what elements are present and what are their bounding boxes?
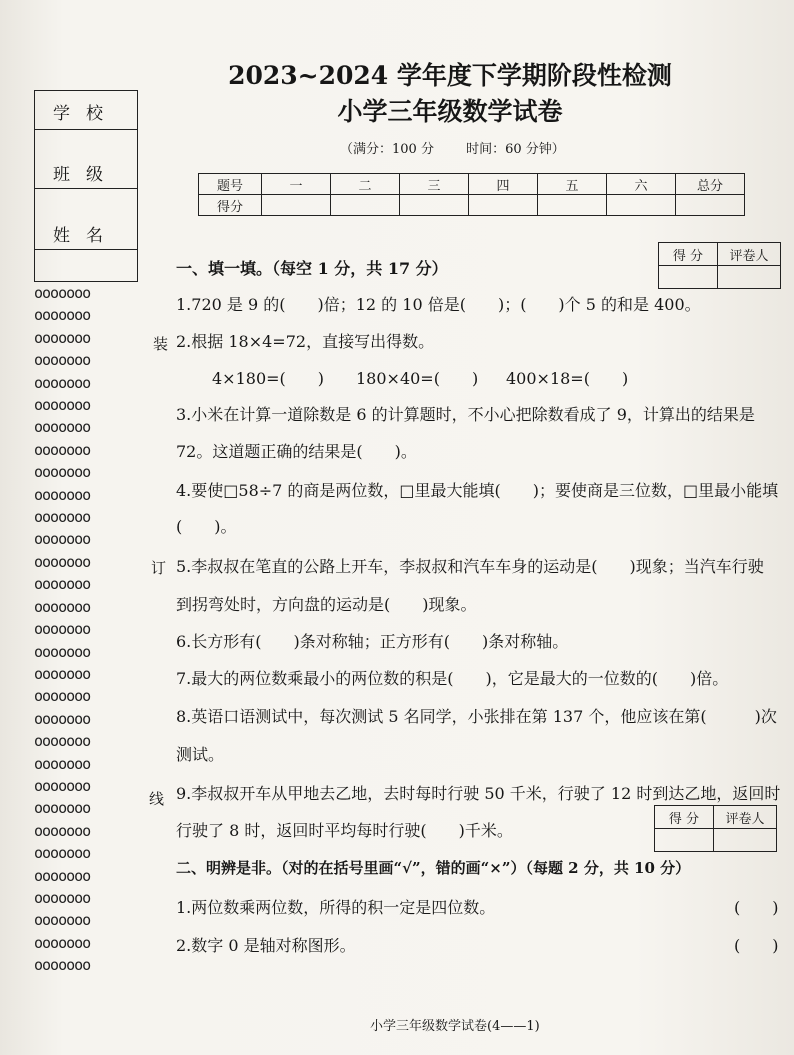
grader-box-section2 <box>654 805 777 852</box>
grader-name-label: 评卷人 <box>714 806 777 829</box>
exam-title-line1: 2023~2024 学年度下学期阶段性检测 <box>228 61 672 90</box>
exam-time: 时间：60 分钟） <box>466 142 565 157</box>
divider <box>35 188 137 189</box>
question-1-8-line2: 测试。 <box>176 745 225 764</box>
score-table-col: 四 <box>469 174 538 195</box>
class-label: 班级 <box>53 165 119 185</box>
student-info-box <box>34 90 138 282</box>
binding-circle-row: ooooooo <box>34 664 91 683</box>
binding-circle-row: ooooooo <box>34 284 91 302</box>
binding-circle-row: ooooooo <box>34 552 91 571</box>
question-1-5-line1: 5.李叔叔在笔直的公路上开车，李叔叔和汽车车身的运动是( )现象；当汽车行驶 <box>176 557 764 576</box>
question-1-2: 2.根据 18×4=72，直接写出得数。 <box>176 332 435 351</box>
grader-score-label: 得 分 <box>659 243 718 266</box>
binding-circle-row: ooooooo <box>34 799 91 818</box>
score-cell[interactable] <box>262 195 331 216</box>
binding-circle-row: ooooooo <box>34 642 91 661</box>
question-1-8-line1: 8.英语口语测试中，每次测试 5 名同学，小张排在第 137 个，他应该在第( )次 <box>176 707 777 726</box>
binding-circle-row: ooooooo <box>34 620 91 639</box>
binding-circle-row: ooooooo <box>34 911 91 930</box>
score-table-col: 总分 <box>676 174 745 195</box>
score-table-col: 一 <box>262 174 331 195</box>
score-table-col: 二 <box>331 174 400 195</box>
score-cell[interactable] <box>607 195 676 216</box>
question-1-6: 6.长方形有( )条对称轴；正方形有( )条对称轴。 <box>176 632 569 651</box>
binding-circle-row: ooooooo <box>34 933 91 952</box>
binding-circle-row: ooooooo <box>34 328 91 347</box>
grader-name-cell[interactable] <box>714 829 777 852</box>
question-1-3-line2: 72。这道题正确的结果是( )。 <box>176 442 417 461</box>
binding-circle-row: ooooooo <box>34 754 91 773</box>
binding-circle-row: ooooooo <box>34 709 91 728</box>
score-cell[interactable] <box>331 195 400 216</box>
binding-circle-row: ooooooo <box>34 418 91 437</box>
binding-mark-ding: 订 <box>151 559 167 577</box>
score-table-header-row <box>199 174 745 195</box>
binding-circle-row: ooooooo <box>34 508 91 527</box>
score-cell[interactable] <box>400 195 469 216</box>
score-table-label-number: 题号 <box>199 174 262 195</box>
binding-circle-row: ooooooo <box>34 396 91 415</box>
binding-circle-row: ooooooo <box>34 373 91 392</box>
binding-circle-row: ooooooo <box>34 888 91 907</box>
question-2-1: 1.两位数乘两位数，所得的积一定是四位数。 <box>176 898 496 917</box>
section2-heading: 二、明辨是非。（对的在括号里画“√”，错的画“×”）（每题 2 分，共 10 分） <box>176 859 691 877</box>
score-cell[interactable] <box>676 195 745 216</box>
question-1-2a: 4×180=( ) <box>212 369 325 388</box>
binding-circle-row: ooooooo <box>34 732 91 751</box>
question-1-3-line1: 3.小米在计算一道除数是 6 的计算题时，不小心把除数看成了 9，计算出的结果是 <box>176 405 755 424</box>
binding-circle-row: ooooooo <box>34 530 91 549</box>
divider <box>35 249 137 250</box>
question-1-2c: 400×18=( ) <box>506 369 629 388</box>
score-table-label-score: 得分 <box>199 195 262 216</box>
question-1-2b: 180×40=( ) <box>356 369 479 388</box>
question-1-1: 1.720 是 9 的( )倍；12 的 10 倍是( )；( )个 5 的和是 400。 <box>176 295 701 314</box>
score-table-col: 六 <box>607 174 676 195</box>
score-table-score-row <box>199 195 745 216</box>
binding-mark-zhuang: 装 <box>153 335 169 353</box>
divider <box>35 129 137 130</box>
binding-circle-row: ooooooo <box>34 866 91 885</box>
grader-score-label: 得 分 <box>655 806 714 829</box>
answer-paren-2-2[interactable]: ( ) <box>734 936 779 955</box>
grader-name-label: 评卷人 <box>718 243 781 266</box>
binding-circle-row: ooooooo <box>34 575 91 594</box>
score-table-col: 五 <box>538 174 607 195</box>
question-1-5-line2: 到拐弯处时，方向盘的运动是( )现象。 <box>176 595 477 614</box>
binding-mark-xian: 线 <box>149 790 165 808</box>
question-1-4-line1: 4.要使□58÷7 的商是两位数，□里最大能填( )；要使商是三位数，□里最小能填 <box>176 481 779 500</box>
binding-circle-row: ooooooo <box>34 844 91 863</box>
score-cell[interactable] <box>469 195 538 216</box>
section1-heading: 一、填一填。（每空 1 分，共 17 分） <box>176 259 448 278</box>
binding-circle-row: ooooooo <box>34 776 91 795</box>
full-score: （满分：100 分 <box>340 142 434 157</box>
score-table-col: 三 <box>400 174 469 195</box>
exam-subinfo <box>340 138 593 157</box>
question-2-2: 2.数字 0 是轴对称图形。 <box>176 936 356 955</box>
exam-title-line2: 小学三年级数学试卷 <box>337 97 563 126</box>
question-1-9-line2: 行驶了 8 时，返回时平均每时行驶( )千米。 <box>176 821 513 840</box>
binding-circle-row: ooooooo <box>34 440 91 459</box>
binding-circle-row: ooooooo <box>34 485 91 504</box>
score-table <box>198 173 745 216</box>
grader-score-cell[interactable] <box>659 266 718 289</box>
question-1-4-line2: ( )。 <box>176 517 237 536</box>
binding-circle-row: ooooooo <box>34 597 91 616</box>
binding-circle-row: ooooooo <box>34 463 91 482</box>
question-1-9-line1: 9.李叔叔开车从甲地去乙地，去时每时行驶 50 千米，行驶了 12 时到达乙地，返回时 <box>176 784 781 803</box>
grader-score-cell[interactable] <box>655 829 714 852</box>
answer-paren-2-1[interactable]: ( ) <box>734 898 779 917</box>
grader-name-cell[interactable] <box>718 266 781 289</box>
score-cell[interactable] <box>538 195 607 216</box>
binding-circle-row: ooooooo <box>34 351 91 370</box>
binding-circle-row: ooooooo <box>34 306 91 325</box>
grader-box-section1 <box>658 242 781 289</box>
school-label: 学校 <box>53 104 119 124</box>
question-1-7: 7.最大的两位数乘最小的两位数的积是( )，它是最大的一位数的( )倍。 <box>176 669 729 688</box>
binding-circle-row: ooooooo <box>34 956 91 975</box>
binding-circle-row: ooooooo <box>34 821 91 840</box>
name-label: 姓名 <box>53 226 119 246</box>
binding-circles <box>34 282 144 977</box>
page-footer: 小学三年级数学试卷(4——1) <box>370 1019 540 1034</box>
binding-circle-row: ooooooo <box>34 687 91 706</box>
